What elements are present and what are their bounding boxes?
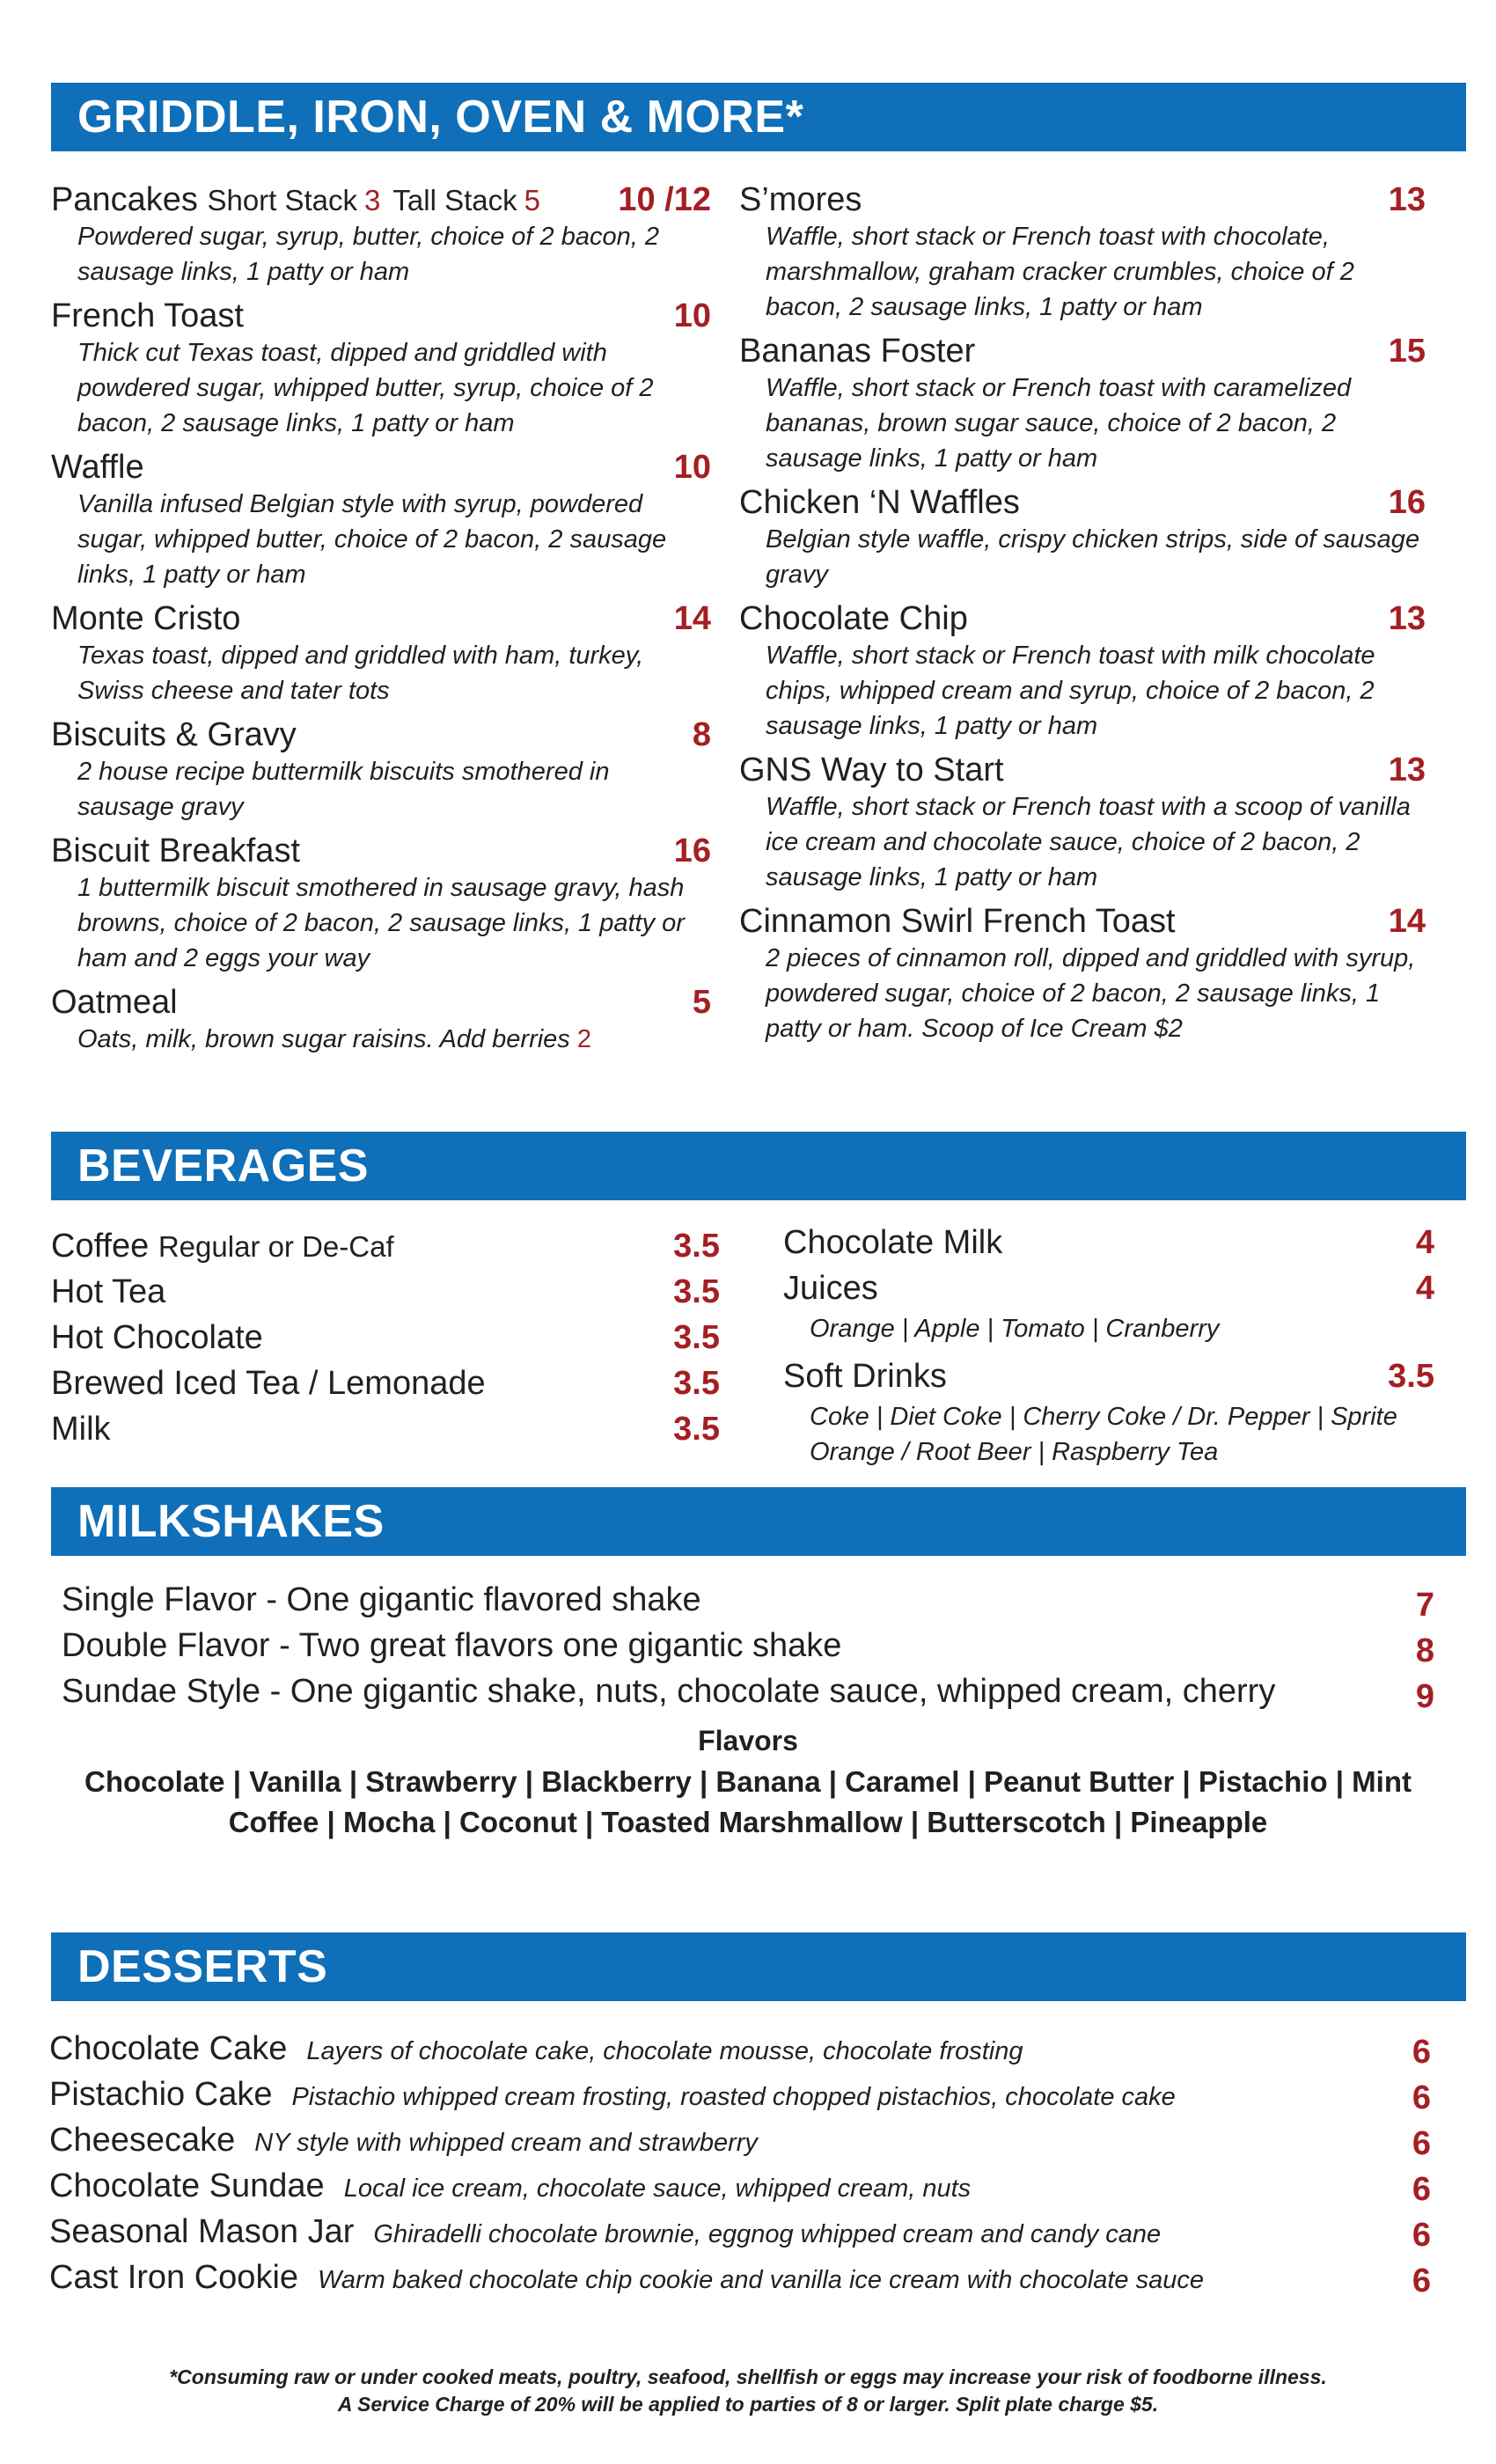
menu-item xyxy=(51,832,711,976)
item-name: Biscuits & Gravy xyxy=(51,716,297,753)
flavors-heading: Flavors xyxy=(698,1725,798,1756)
item-description: Local ice cream, chocolate sauce, whipped cream, nuts xyxy=(343,2174,972,2203)
item-description: Belgian style waffle, crispy chicken strips, side of sausage gravy xyxy=(766,525,1420,589)
item-name: Soft Drinks xyxy=(783,1358,947,1395)
griddle-left-column xyxy=(51,180,711,1064)
item-name: Single Flavor - One gigantic flavored shake xyxy=(62,1581,701,1618)
item-price: 8 xyxy=(692,716,711,753)
item-price: 3.5 xyxy=(673,1411,720,1448)
item-price: 13 xyxy=(1388,600,1426,637)
beverage-item xyxy=(51,1406,720,1452)
dessert-item xyxy=(49,2255,1431,2300)
item-price: 16 xyxy=(1388,484,1426,521)
item-price: 3.5 xyxy=(673,1228,720,1265)
menu-item xyxy=(51,599,711,708)
item-name: Hot Chocolate xyxy=(51,1319,263,1356)
footer-disclaimer: *Consuming raw or under cooked meats, poultry, seafood, shellfish or eggs may increase your risk of foodborne illness. xyxy=(169,2365,1327,2388)
item-price: 10 /12 xyxy=(618,181,711,218)
footer-service-charge: A Service Charge of 20% will be applied to parties of 8 or larger. Split plate charge $5. xyxy=(337,2393,1159,2416)
item-price: 7 xyxy=(1415,1587,1434,1624)
flavors-list-line-2: Coffee | Mocha | Coconut | Toasted Marshmallow | Butterscotch | Pineapple xyxy=(228,1806,1268,1838)
dessert-item xyxy=(49,2026,1431,2072)
item-name: Milk xyxy=(51,1411,111,1448)
beverages-section-title: BEVERAGES xyxy=(51,1132,1466,1200)
short-stack-price: 3 xyxy=(364,184,381,216)
menu-item-pancakes xyxy=(51,180,711,290)
tall-stack-label: Tall Stack xyxy=(392,184,517,216)
item-name: Cheesecake xyxy=(49,2122,236,2159)
beverage-item xyxy=(51,1223,720,1269)
flavors-list-line-1: Chocolate | Vanilla | Strawberry | Blackberry | Banana | Caramel | Peanut Butter | Pistachio | Mint xyxy=(84,1765,1412,1798)
item-description: Warm baked chocolate chip cookie and vanilla ice cream with chocolate sauce xyxy=(318,2266,1204,2294)
dessert-item xyxy=(49,2117,1431,2163)
item-name: Hot Tea xyxy=(51,1273,166,1310)
dessert-item xyxy=(49,2209,1431,2255)
tall-stack-price: 5 xyxy=(524,184,540,216)
item-price: 8 xyxy=(1415,1632,1434,1669)
item-description: NY style with whipped cream and strawberry xyxy=(254,2129,758,2157)
item-price: 4 xyxy=(1415,1270,1434,1307)
item-name: Chocolate Chip xyxy=(739,600,968,637)
item-name: Brewed Iced Tea / Lemonade xyxy=(51,1365,486,1402)
beverage-item xyxy=(783,1353,1434,1399)
item-name: Coffee xyxy=(51,1228,150,1265)
item-price: 3.5 xyxy=(673,1319,720,1356)
beverage-item xyxy=(783,1265,1434,1311)
milkshake-item xyxy=(62,1623,1434,1668)
beverages-right-column xyxy=(783,1220,1434,1470)
menu-item-oatmeal xyxy=(51,983,711,1057)
beverages-left-column xyxy=(51,1223,720,1452)
item-price: 3.5 xyxy=(673,1365,720,1402)
beverage-item xyxy=(51,1360,720,1406)
menu-item xyxy=(739,483,1426,592)
item-name: Chocolate Cake xyxy=(49,2030,288,2067)
menu-item xyxy=(739,751,1426,895)
item-description: Texas toast, dipped and griddled with ham, turkey, Swiss cheese and tater tots xyxy=(77,642,644,705)
dessert-item xyxy=(49,2072,1431,2117)
item-name: Sundae Style - One gigantic shake, nuts, chocolate sauce, whipped cream, cherry xyxy=(62,1673,1276,1710)
item-name: GNS Way to Start xyxy=(739,752,1004,788)
item-price: 3.5 xyxy=(673,1273,720,1310)
item-price: 14 xyxy=(673,600,711,637)
item-price: 6 xyxy=(1412,2171,1431,2208)
item-name: S’mores xyxy=(739,181,862,218)
item-price: 15 xyxy=(1388,333,1426,370)
item-description: 2 house recipe buttermilk biscuits smothered in sausage gravy xyxy=(77,758,610,821)
item-description: Orange | Apple | Tomato | Cranberry xyxy=(810,1315,1220,1343)
item-description: Thick cut Texas toast, dipped and griddled with powdered sugar, whipped butter, syrup, choice of 2 bacon, 2 sausage links, 1 patty or ham xyxy=(77,339,654,437)
item-name: Chocolate Milk xyxy=(783,1224,1003,1261)
item-name: French Toast xyxy=(51,297,244,334)
item-price: 16 xyxy=(673,832,711,869)
item-price: 6 xyxy=(1412,2125,1431,2162)
item-description: Vanilla infused Belgian style with syrup, powdered sugar, whipped butter, choice of 2 bacon, 2 sausage links, 1 patty or ham xyxy=(77,490,667,589)
item-price: 6 xyxy=(1412,2034,1431,2071)
item-name: Seasonal Mason Jar xyxy=(49,2213,355,2250)
item-description: Waffle, short stack or French toast with chocolate, marshmallow, graham cracker crumbles, choice of 2 bacon, 2 sausage links, 1 patty or ham xyxy=(766,223,1354,321)
menu-item xyxy=(51,297,711,441)
item-description: Coke | Diet Coke | Cherry Coke / Dr. Pepper | Sprite Orange / Root Beer | Raspberry Tea xyxy=(810,1403,1397,1466)
item-description: Layers of chocolate cake, chocolate mousse, chocolate frosting xyxy=(306,2037,1023,2065)
item-name: Chicken ‘N Waffles xyxy=(739,484,1020,521)
item-name: Oatmeal xyxy=(51,984,178,1021)
item-price: 6 xyxy=(1412,2217,1431,2254)
item-description: Waffle, short stack or French toast with caramelized bananas, brown sugar sauce, choice of 2 bacon, 2 sausage links, 1 patty or ham xyxy=(766,374,1352,473)
beverage-item xyxy=(51,1315,720,1360)
menu-item xyxy=(51,715,711,825)
milkshake-item xyxy=(62,1577,1434,1623)
beverage-item xyxy=(51,1269,720,1315)
short-stack-label: Short Stack xyxy=(207,184,358,216)
item-price: 14 xyxy=(1388,903,1426,940)
item-description: Waffle, short stack or French toast with a scoop of vanilla ice cream and chocolate sauce, choice of 2 bacon, 2 sausage links, 1 patty or ham xyxy=(766,793,1411,891)
item-description: 2 pieces of cinnamon roll, dipped and griddled with syrup, powdered sugar, choice of 2 bacon, 2 sausage links, 1 patty or ham. Scoop of Ice Cream $2 xyxy=(766,944,1416,1043)
item-name: Biscuit Breakfast xyxy=(51,832,300,869)
menu-item xyxy=(739,902,1426,1046)
item-price: 10 xyxy=(673,297,711,334)
item-name: Waffle xyxy=(51,449,144,486)
desserts-section-title: DESSERTS xyxy=(51,1932,1466,2001)
beverage-item xyxy=(783,1220,1434,1265)
milkshakes-section-title: MILKSHAKES xyxy=(51,1487,1466,1556)
item-price: 3.5 xyxy=(1388,1358,1434,1395)
addon-price: 2 xyxy=(576,1025,591,1053)
item-description: 1 buttermilk biscuit smothered in sausage gravy, hash browns, choice of 2 bacon, 2 sausage links, 1 patty or ham and 2 eggs your way xyxy=(77,874,685,972)
item-description: Powdered sugar, syrup, butter, choice of 2 bacon, 2 sausage links, 1 patty or ham xyxy=(77,223,659,286)
milkshake-item xyxy=(62,1668,1434,1714)
item-price: 6 xyxy=(1412,2079,1431,2116)
menu-item xyxy=(739,180,1426,325)
item-price: 13 xyxy=(1388,752,1426,788)
item-price: 4 xyxy=(1415,1224,1434,1261)
item-name: Pancakes xyxy=(51,181,198,218)
item-price: 5 xyxy=(692,984,711,1021)
item-name: Bananas Foster xyxy=(739,333,976,370)
item-name: Double Flavor - Two great flavors one gigantic shake xyxy=(62,1627,842,1664)
item-name: Chocolate Sundae xyxy=(49,2167,325,2204)
item-price: 10 xyxy=(673,449,711,486)
item-price: 6 xyxy=(1412,2262,1431,2299)
item-name: Pistachio Cake xyxy=(49,2076,273,2113)
item-name: Monte Cristo xyxy=(51,600,241,637)
item-name: Cinnamon Swirl French Toast xyxy=(739,903,1176,940)
item-name: Juices xyxy=(783,1270,878,1307)
menu-item xyxy=(739,599,1426,744)
item-description: Pistachio whipped cream frosting, roasted chopped pistachios, chocolate cake xyxy=(291,2083,1176,2111)
item-name: Cast Iron Cookie xyxy=(49,2259,299,2296)
menu-item xyxy=(51,448,711,592)
menu-item xyxy=(739,332,1426,476)
griddle-right-column xyxy=(739,180,1426,1053)
item-description: Oats, milk, brown sugar raisins. Add berries xyxy=(77,1025,570,1053)
griddle-section-title: GRIDDLE, IRON, OVEN & MORE* xyxy=(51,83,1466,151)
dessert-item xyxy=(49,2163,1431,2209)
item-description: Waffle, short stack or French toast with milk chocolate chips, whipped cream and syrup, choice of 2 bacon, 2 sausage links, 1 patty or ham xyxy=(766,642,1375,740)
item-price: 13 xyxy=(1388,181,1426,218)
item-subtitle: Regular or De-Caf xyxy=(158,1230,394,1263)
item-price: 9 xyxy=(1415,1678,1434,1715)
item-description: Ghiradelli chocolate brownie, eggnog whipped cream and candy cane xyxy=(373,2220,1162,2248)
